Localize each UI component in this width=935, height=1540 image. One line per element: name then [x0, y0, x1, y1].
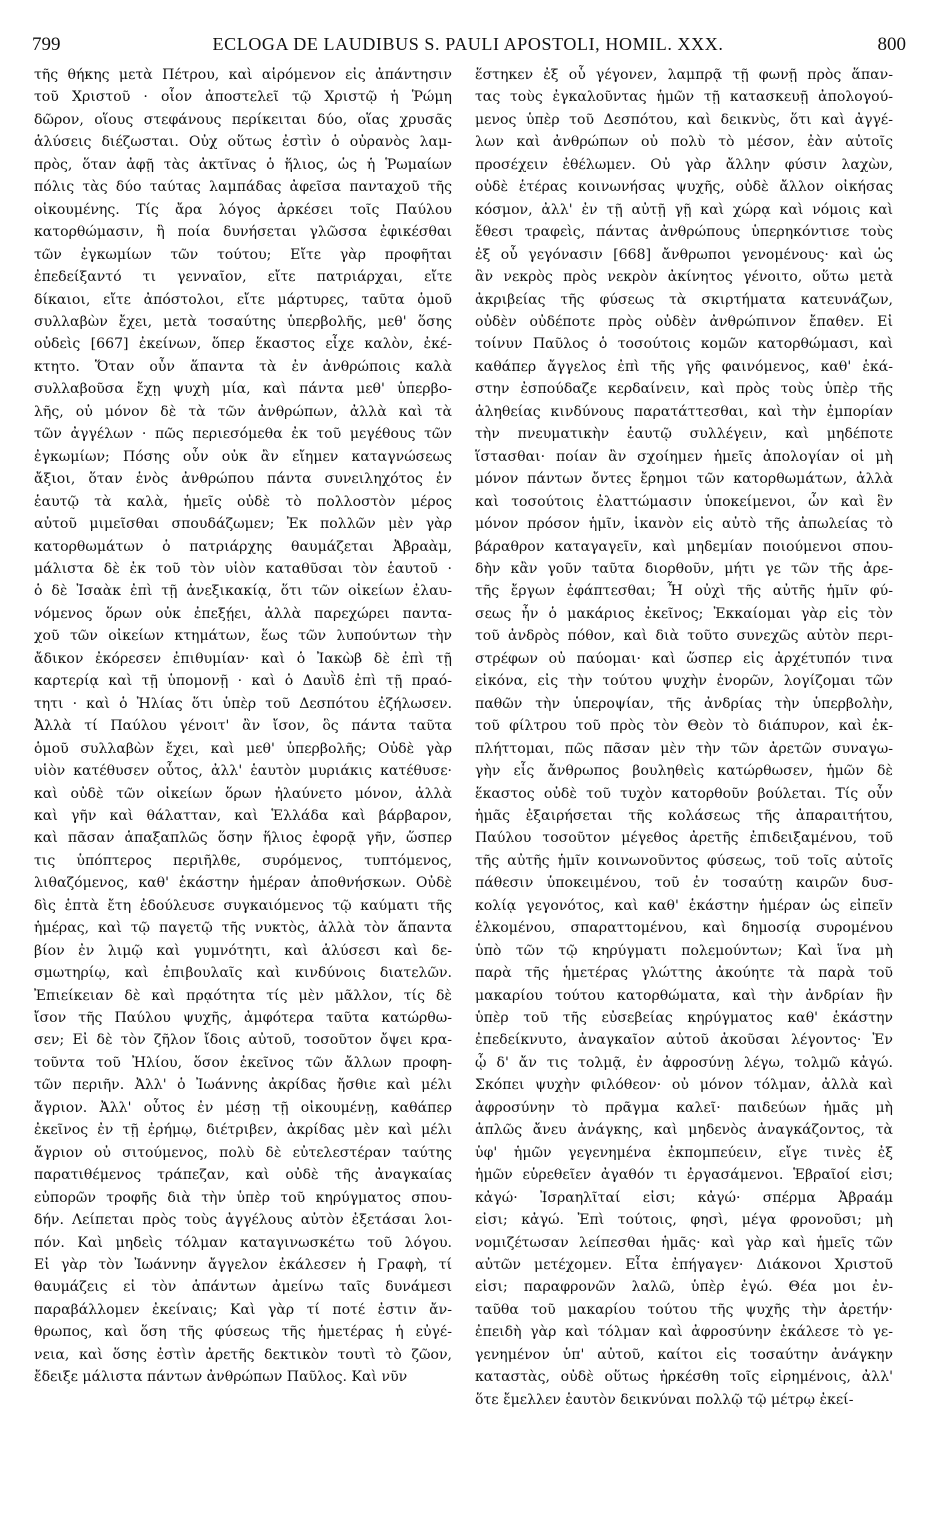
text-line: καὶ τοσούτοις ἐλαττώμασιν ὑποκείμενοι, ὧν καὶ ἓν: [475, 493, 893, 510]
text-line: ἁπλῶς ἄνευ ἀνάγκης, καὶ μηδενὸς ἀναγκάζοντος, τὰ: [475, 1122, 893, 1139]
text-line: πάθεσιν ὑποκειμένου, τοῦ ἐν τοσαύτῃ καιρῶν δυσ-: [475, 875, 893, 892]
text-line: κατορθωμάτων ὁ πατριάρχης θαυμάζεται Ἀβραὰμ,: [34, 538, 452, 555]
text-line: θαυμάζεις εἰ τὸν ἁπάντων ἀμείνω ταῖς δυνάμεσι: [34, 1279, 452, 1296]
text-line: ὁ δὲ Ἰσαὰκ ἐπὶ τῇ ἀνεξικακίᾳ, ὅτι τῶν οἰκείων ἐλαυ-: [34, 583, 452, 600]
text-line: ἀφροσύνην τὸ πρᾶγμα καλεῖ· παιδεύων ἡμᾶς μὴ: [475, 1099, 893, 1116]
text-line: Σκόπει ψυχὴν φιλόθεον· οὐ μόνον τόλμαν, ἀλλὰ καὶ: [475, 1077, 893, 1094]
text-line: εἰκόνα, εἰς τὴν τούτου ψυχὴν ἐνορῶν, λογίζομαι τῶν: [475, 673, 893, 690]
text-line: ὁμοῦ συλλαβὼν ἔχει, καὶ μεθ' ὑπερβολῆς; Οὐδὲ γὰρ: [34, 740, 452, 757]
text-line: ἑλκομένου, σπαραττομένου, καὶ δημοσίᾳ συρομένου: [475, 920, 893, 937]
text-line: εἰσι; παραφρονῶν λαλῶ, ὑπὲρ ἐγώ. Θέα μοι ἐν-: [475, 1279, 893, 1296]
text-line: ἡμέρας, καὶ τῷ παγετῷ τῆς νυκτὸς, ἀλλὰ τὸν ἅπαντα: [34, 920, 452, 937]
text-line: παραβάλλομεν ἐκείναις; Καὶ γὰρ τί ποτέ ἐστιν ἄν-: [34, 1301, 452, 1318]
page-number-left: 799: [32, 34, 61, 55]
text-line: ᾧ δ' ἄν τις τολμᾷ, ἐν ἀφροσύνῃ λέγω, τολμῶ κἀγώ.: [475, 1054, 893, 1071]
text-line: τοῦντα τοῦ Ἠλίου, ὅσον ἐκεῖνος τῶν ἄλλων προφη-: [34, 1054, 452, 1071]
text-line: πρὸς, ὅταν ἀφῇ τὰς ἀκτῖνας ὁ ἥλιος, ὡς ἡ Ῥωμαίων: [34, 156, 452, 173]
text-line: ταῦθα τοῦ μακαρίου τούτου τῆς ψυχῆς τὴν ἀρετήν·: [475, 1301, 893, 1318]
text-line: ἂν νεκρὸς πρὸς νεκρὸν ἀκίνητος γένοιτο, οὕτω μετὰ: [475, 269, 893, 286]
text-line: βίον ἐν λιμῷ καὶ γυμνότητι, καὶ ἁλύσεσι καὶ δε-: [34, 942, 452, 959]
text-line: υἱὸν κατέθυσεν οὗτος, ἀλλ' ἑαυτὸν μυριάκις κατέθυσε·: [34, 763, 452, 780]
text-line: λῆς, οὐ μόνον δὲ τὰ τῶν ἀνθρώπων, ἀλλὰ καὶ τὰ: [34, 403, 452, 420]
text-line: τις ὑπόπτερος περιῆλθε, συρόμενος, τυπτόμενος,: [34, 852, 452, 869]
text-line: αὐτοῦ μιμεῖσθαι σπουδάζωμεν; Ἐκ πολλῶν μὲν γὰρ: [34, 516, 452, 533]
text-line: σεν; Εἰ δὲ τὸν ζῆλον ἴδοις αὐτοῦ, τοσοῦτον ὄψει κρα-: [34, 1032, 452, 1049]
text-line: ἐπεδείκνυτο, ἀναγκαῖον αὐτοῦ ἀκοῦσαι λέγοντος· Ἐν: [475, 1032, 893, 1049]
text-line: ἕκαστος οὐδὲ τοῦ τυχὸν κατορθοῦν βούλεται. Τίς οὖν: [475, 785, 893, 802]
text-line: νομιζέτωσαν λείπεσθαι ἡμᾶς· καὶ γὰρ καὶ ἡμεῖς τῶν: [475, 1234, 893, 1251]
text-line: δὴν κἂν γοῦν ταῦτα διορθοῦν, μήτι γε τῶν τῆς ἀρε-: [475, 560, 893, 577]
text-line: Εἰ γὰρ τὸν Ἰωάννην ἄγγελον ἐκάλεσεν ἡ Γραφὴ, τί: [34, 1257, 452, 1274]
text-line: γὴν εἷς ἄνθρωπος βουληθεὶς κατώρθωσεν, ἡμῶν δὲ: [475, 763, 893, 780]
text-line: καθάπερ ἄγγελος ἐπὶ τῆς γῆς φαινόμενος, καθ' ἑκά-: [475, 358, 893, 375]
text-line: ἐπεδείξαντό τι γενναῖον, εἴτε πατριάρχαι, εἴτε: [34, 269, 452, 286]
text-line: στρέφων οὐ παύομαι· καὶ ὥσπερ εἰς ἀρχέτυπόν τινα: [475, 650, 893, 667]
text-line: τας τοὺς ἐγκαλοῦντας ἡμῶν τῇ κατασκευῇ ἀπολογού-: [475, 89, 893, 106]
text-line: τῆς ἔργων ἐφάπτεσθαι; Ἦ οὐχὶ τῆς αὐτῆς ἡμῖν φύ-: [475, 583, 893, 600]
text-line: χοῦ τῶν οἰκείων κτημάτων, ἕως τῶν λυπούντων τὴν: [34, 628, 452, 645]
text-line: νεια, καὶ ὅσης ἐστὶν ἀρετῆς δεκτικὸν τουτὶ τὸ ζῶον,: [34, 1346, 452, 1363]
text-line: οὐδὲ ἑτέρας κοινωνήσας ψυχῆς, οὐδὲ ἄλλον οἰκήσας: [475, 179, 893, 196]
text-line: πόν. Καὶ μηδεὶς τόλμαν καταγινωσκέτω τοῦ λόγου.: [34, 1234, 452, 1251]
text-line: καὶ γῆν καὶ θάλατταν, καὶ Ἑλλάδα καὶ βάρβαρον,: [34, 807, 452, 824]
text-line: παρὰ τῆς ἡμετέρας γλώττης ἀκούητε τὰ παρὰ τοῦ: [475, 965, 893, 982]
text-line: ἄξιοι, ὅταν ἑνὸς ἀνθρώπου πάντα συνειληχότος ἐν: [34, 471, 452, 488]
text-line: δὶς ἑπτὰ ἔτη ἐδούλευσε συγκαιόμενος τῷ καύματι τῆς: [34, 897, 452, 914]
text-line: εὐπορῶν τροφῆς διὰ τὴν ὑπὲρ τοῦ κηρύγματος σπου-: [34, 1189, 452, 1206]
running-header: [28, 34, 908, 58]
text-line: οἰκουμένης. Τίς ἄρα λόγος ἀρκέσει τοῖς Παύλου: [34, 201, 452, 218]
text-line: βάραθρον καταγαγεῖν, καὶ μηδεμίαν ποιούμενοι σπου-: [475, 538, 893, 555]
text-line: ὑπὲρ τοῦ τῆς εὐσεβείας κηρύγματος καθ' ἑκάστην: [475, 1010, 893, 1027]
text-line: τῶν ἐγκωμίων τῶν τούτου; Εἴτε γὰρ προφῆται: [34, 246, 452, 263]
text-line: λιθαζόμενος, καθ' ἑκάστην ἡμέραν ἀποθνήσκων. Οὐδὲ: [34, 875, 452, 892]
text-line: πόλις τὰς δύο ταύτας λαμπάδας ἀφεῖσα πανταχοῦ τῆς: [34, 179, 452, 196]
text-line: συλλαβὼν ἔχει, μετὰ τοσαύτης ὑπερβολῆς, μεθ' ὅσης: [34, 313, 452, 330]
text-line: εἰσι; κἀγώ. Ἐπὶ τούτοις, φησὶ, μέγα φρονοῦσι; μὴ: [475, 1212, 893, 1229]
text-line: γενημένον ὑπ' αὐτοῦ, καίτοι εἰς τοσαύτην ἀνάγκην: [475, 1346, 893, 1363]
text-line: τῶν περιῆν. Ἀλλ' ὁ Ἰωάννης ἀκρίδας ἤσθιε καὶ μέλι: [34, 1077, 452, 1094]
running-title: ECLOGA DE LAUDIBUS S. PAULI APOSTOLI, HOMIL. XXX.: [212, 34, 724, 54]
text-line: Ἐπιείκειαν δὲ καὶ πρᾳότητα τίς μὲν μᾶλλον, τίς δὲ: [34, 987, 452, 1004]
text-line: μόνον πρόσον ἡμῖν, ἱκανὸν εἰς αὐτὸ τῆς ἀπωλείας τὸ: [475, 516, 893, 533]
text-line: ἐπειδὴ γὰρ καὶ τόλμαν καὶ ἀφροσύνην ἐκάλεσε τὸ γε-: [475, 1324, 893, 1341]
text-line: οὐδὲν οὐδέποτε πρὸς οὐδὲν ἀνθρώπινον ἔπαθεν. Εἰ: [475, 313, 893, 330]
text-line: δήν. Λείπεται πρὸς τοὺς ἀγγέλους αὐτὸν ἐξετάσαι λοι-: [34, 1212, 452, 1229]
text-line: ἑαυτῷ τὰ καλὰ, ἡμεῖς οὐδὲ τὸ πολλοστὸν μέρος: [34, 493, 452, 510]
text-line: κτητο. Ὅταν οὖν ἅπαντα τὰ ἐν ἀνθρώποις καλὰ: [34, 358, 452, 375]
text-line: καὶ οὐδὲ τῶν οἰκείων ὅρων ἠλαύνετο μόνον, ἀλλὰ: [34, 785, 452, 802]
text-line: παρατιθέμενος τράπεζαν, καὶ οὐδὲ τῆς ἀναγκαίας: [34, 1167, 452, 1184]
text-line: τοῦ φίλτρου τοῦ πρὸς τὸν Θεὸν τὸ διάπυρον, καὶ ἐκ-: [475, 718, 893, 735]
text-line: ἀληθείας κινδύνους παρατάττεσθαι, καὶ τὴν ἐμπορίαν: [475, 403, 893, 420]
text-line: ἁλύσεις διέζωσται. Οὐχ οὕτως ἐστὶν ὁ οὐρανὸς λαμ-: [34, 134, 452, 151]
text-line: πλήττομαι, πῶς πᾶσαν μὲν τὴν τῶν ἀρετῶν συναγω-: [475, 740, 893, 757]
text-line: ἕστηκεν ἐξ οὗ γέγονεν, λαμπρᾷ τῇ φωνῇ πρὸς ἅπαν-: [475, 67, 893, 83]
text-line: αὐτῶν μετέχομεν. Εἶτα ἐπήγαγεν· Διάκονοι Χριστοῦ: [475, 1257, 893, 1274]
text-line: συλλαβοῦσα ἔχῃ ψυχὴ μία, καὶ πάντα μεθ' ὑπερβο-: [34, 381, 452, 398]
text-line: μενος ὑπὲρ τοῦ Δεσπότου, καὶ δεικνὺς, ὅτι καὶ ἀγγέ-: [475, 111, 893, 128]
text-line: τῆς θήκης μετὰ Πέτρου, καὶ αἱρόμενον εἰς ἀπάντησιν: [34, 67, 452, 83]
text-line: καταστὰς, οὐδὲ οὕτως ἠρκέσθη τοῖς εἰρημένοις, ἀλλ': [475, 1369, 893, 1386]
text-line: τητι · καὶ ὁ Ἠλίας ὅτι ὑπὲρ τοῦ Δεσπότου ἐζήλωσεν.: [34, 695, 452, 712]
text-line: ἵστασθαι· ποίαν ἂν σχοίημεν ἡμεῖς ἀπολογίαν οἱ μὴ: [475, 448, 893, 465]
text-line: προσέχειν ἐθέλωμεν. Οὐ γὰρ ἄλλην φύσιν λαχὼν,: [475, 156, 893, 173]
text-line: παθῶν τὴν ὑπεροψίαν, τῆς ἀνδρίας τὴν ὑπερβολὴν,: [475, 695, 893, 712]
text-line: ὑφ' ἡμῶν γεγενημένα ἐκπομπεύειν, εἴγε τινὲς ἐξ: [475, 1144, 893, 1161]
text-line: ὑπὸ τῶν τῷ κηρύγματι πολεμούντων; Καὶ ἵνα μὴ: [475, 942, 893, 959]
text-line: μακαρίου τούτου κατορθώματα, καὶ τὴν ἀνδρίαν ἣν: [475, 987, 893, 1004]
text-line: ἐγκωμίων; Πόσης οὖν οὐκ ἂν εἴημεν καταγνώσεως: [34, 448, 452, 465]
text-line: σεως ἦν ὁ μακάριος ἐκεῖνος; Ἐκκαίομαι γὰρ εἰς τὸν: [475, 605, 893, 622]
text-line: λων καὶ ἀνθρώπων οὐ πολὺ τὸ μέσον, ἐὰν αὐτοῖς: [475, 134, 893, 151]
text-line: κόσμον, ἀλλ' ἐν τῇ αὐτῇ γῇ καὶ χώρᾳ καὶ νόμοις καὶ: [475, 201, 893, 218]
text-line: ἄδικον ἐκόρεσεν ἐπιθυμίαν· καὶ ὁ Ἰακὼβ δὲ ἐπὶ τῇ: [34, 650, 452, 667]
text-line: ἐξ οὗ γεγόνασιν [668] ἄνθρωποι γενομένους· καὶ ὡς: [475, 246, 893, 263]
text-line: κἀγώ· Ἰσραηλῖταί εἰσι; κἀγώ· σπέρμα Ἀβραάμ: [475, 1189, 893, 1206]
text-line: νόμενος ὅρων οὐκ ἐπεξῄει, ἀλλὰ παρεχώρει παντα-: [34, 605, 452, 622]
text-line: μόνον πάντων ὄντες ἔρημοι τῶν κατορθωμάτων, ἀλλὰ: [475, 471, 893, 488]
text-line: ἔδειξε μάλιστα πάντων ἀνθρώπων Παῦλος. Καὶ νῦν: [34, 1369, 408, 1386]
text-line: καὶ πᾶσαν ἁπαξαπλῶς ὅσην ἥλιος ἐφορᾷ γῆν, ὥσπερ: [34, 830, 452, 847]
text-line: οὐδεὶς [667] ἐκείνων, ὅπερ ἕκαστος εἶχε καλὸν, ἐκέ-: [34, 336, 452, 353]
text-line: ἄγριον οὐ σιτούμενος, πολὺ δὲ εὐτελεστέραν ταύτης: [34, 1144, 452, 1161]
text-line: τῶν ἀγγέλων · πῶς περιεσόμεθα ἐκ τοῦ μεγέθους τῶν: [34, 426, 452, 443]
text-line: κολίᾳ γεγονότος, καὶ καθ' ἑκάστην ἡμέραν ὡς εἰπεῖν: [475, 897, 893, 914]
right-text-column: [475, 64, 893, 1411]
text-line: τοῦ ἀνδρὸς πόθον, καὶ διὰ τοῦτο συνεχῶς αὐτὸν περι-: [475, 628, 893, 645]
text-line: ἡμᾶς ἐξαιρήσεται τῆς κολάσεως τῆς ἀπαραιτήτου,: [475, 807, 893, 824]
text-line: τοίνυν Παῦλος ὁ τοσούτοις κομῶν κατορθώμασι, καὶ: [475, 336, 893, 353]
text-line: ἡμῶν εὑρεθεῖεν ἀγαθόν τι ἐργασάμενοι. Ἑβραῖοί εἰσι;: [475, 1167, 893, 1184]
text-line: καρτερίᾳ καὶ τῇ ὑπομονῇ · καὶ ὁ Δαυῒδ ἐπὶ τῇ πραό-: [34, 673, 452, 690]
text-line: κατορθώμασιν, ἢ ποία δυνήσεται γλῶσσα ἐφικέσθαι: [34, 224, 452, 241]
page-number-right: 800: [877, 34, 906, 55]
text-line: ἴσον τῆς Παύλου ψυχῆς, ἀμφότερα ταῦτα κατώρθω-: [34, 1010, 452, 1027]
text-line: σμωτηρίῳ, καὶ ἐπιβουλαῖς καὶ κινδύνοις διατελῶν.: [34, 965, 452, 982]
text-line: τῆς αὐτῆς ἡμῖν κοινωνοῦντος φύσεως, τοῦ τοῖς αὐτοῖς: [475, 852, 893, 869]
text-line: ἄγριον. Ἀλλ' οὗτος ἐν μέσῃ τῇ οἰκουμένῃ, καθάπερ: [34, 1099, 452, 1116]
text-line: ἐκεῖνος ἐν τῇ ἐρήμῳ, διέτριβεν, ἀκρίδας μὲν καὶ μέλι: [34, 1122, 452, 1139]
text-line: ἀκριβείας τῆς φύσεως τὰ σκιρτήματα κατευνάζων,: [475, 291, 893, 308]
left-text-column: [34, 64, 452, 1389]
text-line: δίκαιοι, εἴτε ἀπόστολοι, εἴτε μάρτυρες, ταῦτα ὁμοῦ: [34, 291, 452, 308]
text-line: Ἀλλὰ τί Παύλου γένοιτ' ἂν ἴσον, ὃς πάντα ταῦτα: [34, 718, 452, 735]
text-line: ὅτε ἔμελλεν ἑαυτὸν δεικνύναι πολλῷ τῷ μέτρῳ ἐκεί-: [475, 1391, 854, 1408]
text-line: Παύλου τοσοῦτον μέγεθος ἀρετῆς ἐπιδειξαμένου, τοῦ: [475, 830, 893, 847]
text-line: θρωπος, καὶ ὅση τῆς φύσεως τῆς ἡμετέρας ἡ εὐγέ-: [34, 1324, 452, 1341]
text-line: μάλιστα δὲ ἐκ τοῦ τὸν υἱὸν καταθῦσαι τὸν ἑαυτοῦ ·: [34, 560, 452, 577]
text-line: τὴν πνευματικὴν ἑαυτῷ συλλέγειν, καὶ μηδέποτε: [475, 426, 893, 443]
text-line: δῶρον, οἵους στεφάνους περίκειται δύο, οἵας χρυσᾶς: [34, 111, 452, 128]
text-line: τοῦ Χριστοῦ · οἷον ἀποστελεῖ τῷ Χριστῷ ἡ Ῥώμη: [34, 89, 452, 106]
text-line: ἔθεσι τραφεὶς, πάντας ἀνθρώπους ὑπερηκόντισε τοὺς: [475, 224, 893, 241]
text-line: στην ἐσπούδαζε κερδαίνειν, καὶ πρὸς τοὺς ὑπὲρ τῆς: [475, 381, 893, 398]
